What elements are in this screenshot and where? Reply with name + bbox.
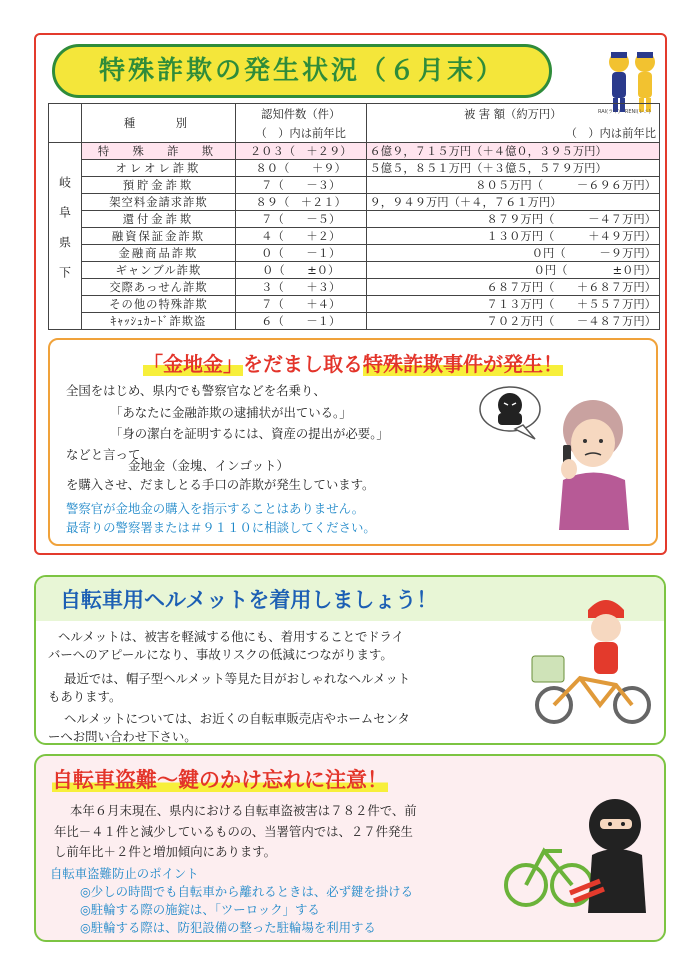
row-amount: ６８７万円（ ＋６８７万円） [366,279,660,296]
row-amount: ５億５，８５１万円（＋３億５，５７９万円） [366,160,660,177]
table-corner [49,104,82,143]
child-with-helmet-on-bicycle-image [528,590,653,730]
theft-points-title: 自転車盗難防止のポイント [50,866,199,881]
row-amount: １３０万円（ ＋４９万円） [366,228,660,245]
fraud-text-line: を購入させ、だましとる手口の詐欺が発生しています。 [66,477,375,492]
fraud-text-line: 全国をはじめ、県内でも警察官などを名乗り、 [66,383,326,398]
helmet-text-line: ーへお問い合わせ下さい。 [48,729,197,744]
row-amount: ６億９，７１５万円（＋４億０，３９５万円） [366,143,660,160]
theft-point-item: ◎駐輪する際の施錠は、「ツーロック」する [80,902,320,917]
row-amount: ８７９万円（ －４７万円） [366,211,660,228]
col-header-count-sub: （ ）内は前年比 [235,124,366,143]
row-amount: ８０５万円（ －６９６万円） [366,177,660,194]
prefecture-label: 岐阜県下 [49,143,82,330]
row-count: ８９（ ＋２１） [235,194,366,211]
table-row [49,313,660,330]
fraud-statistics-table [48,103,660,330]
theft-text-line: 本年６月末現在、県内における自転車盗被害は７８２件で、前 [70,803,417,818]
fraud-text-line: などと言って、 [66,447,153,462]
helmet-text-line: もあります。 [48,689,122,704]
table-row [49,194,660,211]
table-row [49,211,660,228]
table-row [49,296,660,313]
row-amount: ０円（ ±０円） [366,262,660,279]
row-kind: ギャンブル詐欺 [82,262,236,279]
col-header-count: 認知件数（件） [235,104,366,125]
fraud-warning-note: 警察官が金地金の購入を指示することはありません。 [66,501,365,516]
row-count: ０（ ±０） [235,262,366,279]
page-title: 特殊詐欺の発生状況（６月末） [98,56,505,86]
bicycle-theft-title-text: 自転車盗難～鍵のかけ忘れに注意！ [52,768,388,792]
fraud-text-line: 金地金（金塊、インゴット） [128,458,289,473]
col-header-amount-sub: （ ）内は前年比 [366,124,660,143]
row-kind: その他の特殊詐欺 [82,296,236,313]
row-kind: 特 殊 詐 欺 [82,143,236,160]
row-count: ２０３（ ＋２９） [235,143,366,160]
row-count: ７（ ＋４） [235,296,366,313]
table-row [49,245,660,262]
helmet-text-line: ヘルメットは、被害を軽減する他にも、着用することでドライ [58,629,404,644]
elderly-woman-on-phone-image [545,395,635,530]
table-row [49,279,660,296]
row-kind: オレオレ詐欺 [82,160,236,177]
theft-text-line: 年比－４１件と減少しているものの、当署管内では、２７件発生 [54,824,413,839]
row-kind: 交際あっせん詐欺 [82,279,236,296]
mascot-label: RAI(ライ) RENI(レニ) [598,109,651,115]
row-kind: 預貯金詐欺 [82,177,236,194]
helmet-title: 自転車用ヘルメットを着用しましょう！ [60,588,438,612]
row-amount: ７１３万円（ ＋５５７万円） [366,296,660,313]
row-amount: ０円（ －９万円） [366,245,660,262]
gold-fraud-title-part: をだまし取る [243,352,363,376]
col-header-kind: 種 別 [82,104,236,143]
row-count: ３（ ＋３） [235,279,366,296]
bicycle-theft-title [52,764,388,794]
table-row [49,177,660,194]
row-count: ７（ －３） [235,177,366,194]
phone-scammer-image [475,383,545,441]
row-kind: ｷｬｯｼｭｶｰﾄﾞ詐欺盗 [82,313,236,330]
row-kind: 架空料金請求詐欺 [82,194,236,211]
theft-point-item: ◎駐輪する際は、防犯設備の整った駐輪場を利用する [80,920,376,935]
helmet-text-line: バーへのアピールになり、事故リスクの低減につながります。 [48,647,393,662]
fraud-text-line: 「あなたに金融詐欺の逮捕状が出ている。」 [110,405,352,420]
theft-point-item: ◎少しの時間でも自転車から離れるときは、必ず鍵を掛ける [80,884,413,899]
row-amount: ７０２万円（ －４８７万円） [366,313,660,330]
row-count: ０（ －１） [235,245,366,262]
row-count: ４（ ＋２） [235,228,366,245]
fraud-text-line: 「身の潔白を証明するには、資産の提出が必要。」 [110,426,389,441]
theft-text-line: し前年比＋２件と増加傾向にあります。 [54,844,277,859]
row-kind: 金融商品詐欺 [82,245,236,262]
gold-fraud-title [48,348,658,377]
helmet-text-line: ヘルメットについては、お近くの自転車販売店やホームセンタ [64,711,410,726]
table-row-total [49,143,660,160]
bicycle-thief-image [500,785,655,925]
row-amount: ９，９４９万円（＋４，７６１万円） [366,194,660,211]
row-count: ７（ －５） [235,211,366,228]
fraud-warning-note: 最寄りの警察署または＃９１１０に相談してください。 [66,520,376,535]
row-count: ６（ －１） [235,313,366,330]
row-count: ８０（ ＋９） [235,160,366,177]
table-row [49,228,660,245]
helmet-text-line: 最近では、帽子型ヘルメット等見た目がおしゃれなヘルメット [64,671,411,686]
gold-fraud-title-part: 特殊詐欺事件が発生！ [363,352,563,376]
row-kind: 還付金詐欺 [82,211,236,228]
table-row [49,262,660,279]
gold-fraud-title-part: 「金地金」 [143,352,243,376]
col-header-amount: 被 害 額（約万円） [366,104,660,125]
row-kind: 融資保証金詐欺 [82,228,236,245]
table-row [49,160,660,177]
